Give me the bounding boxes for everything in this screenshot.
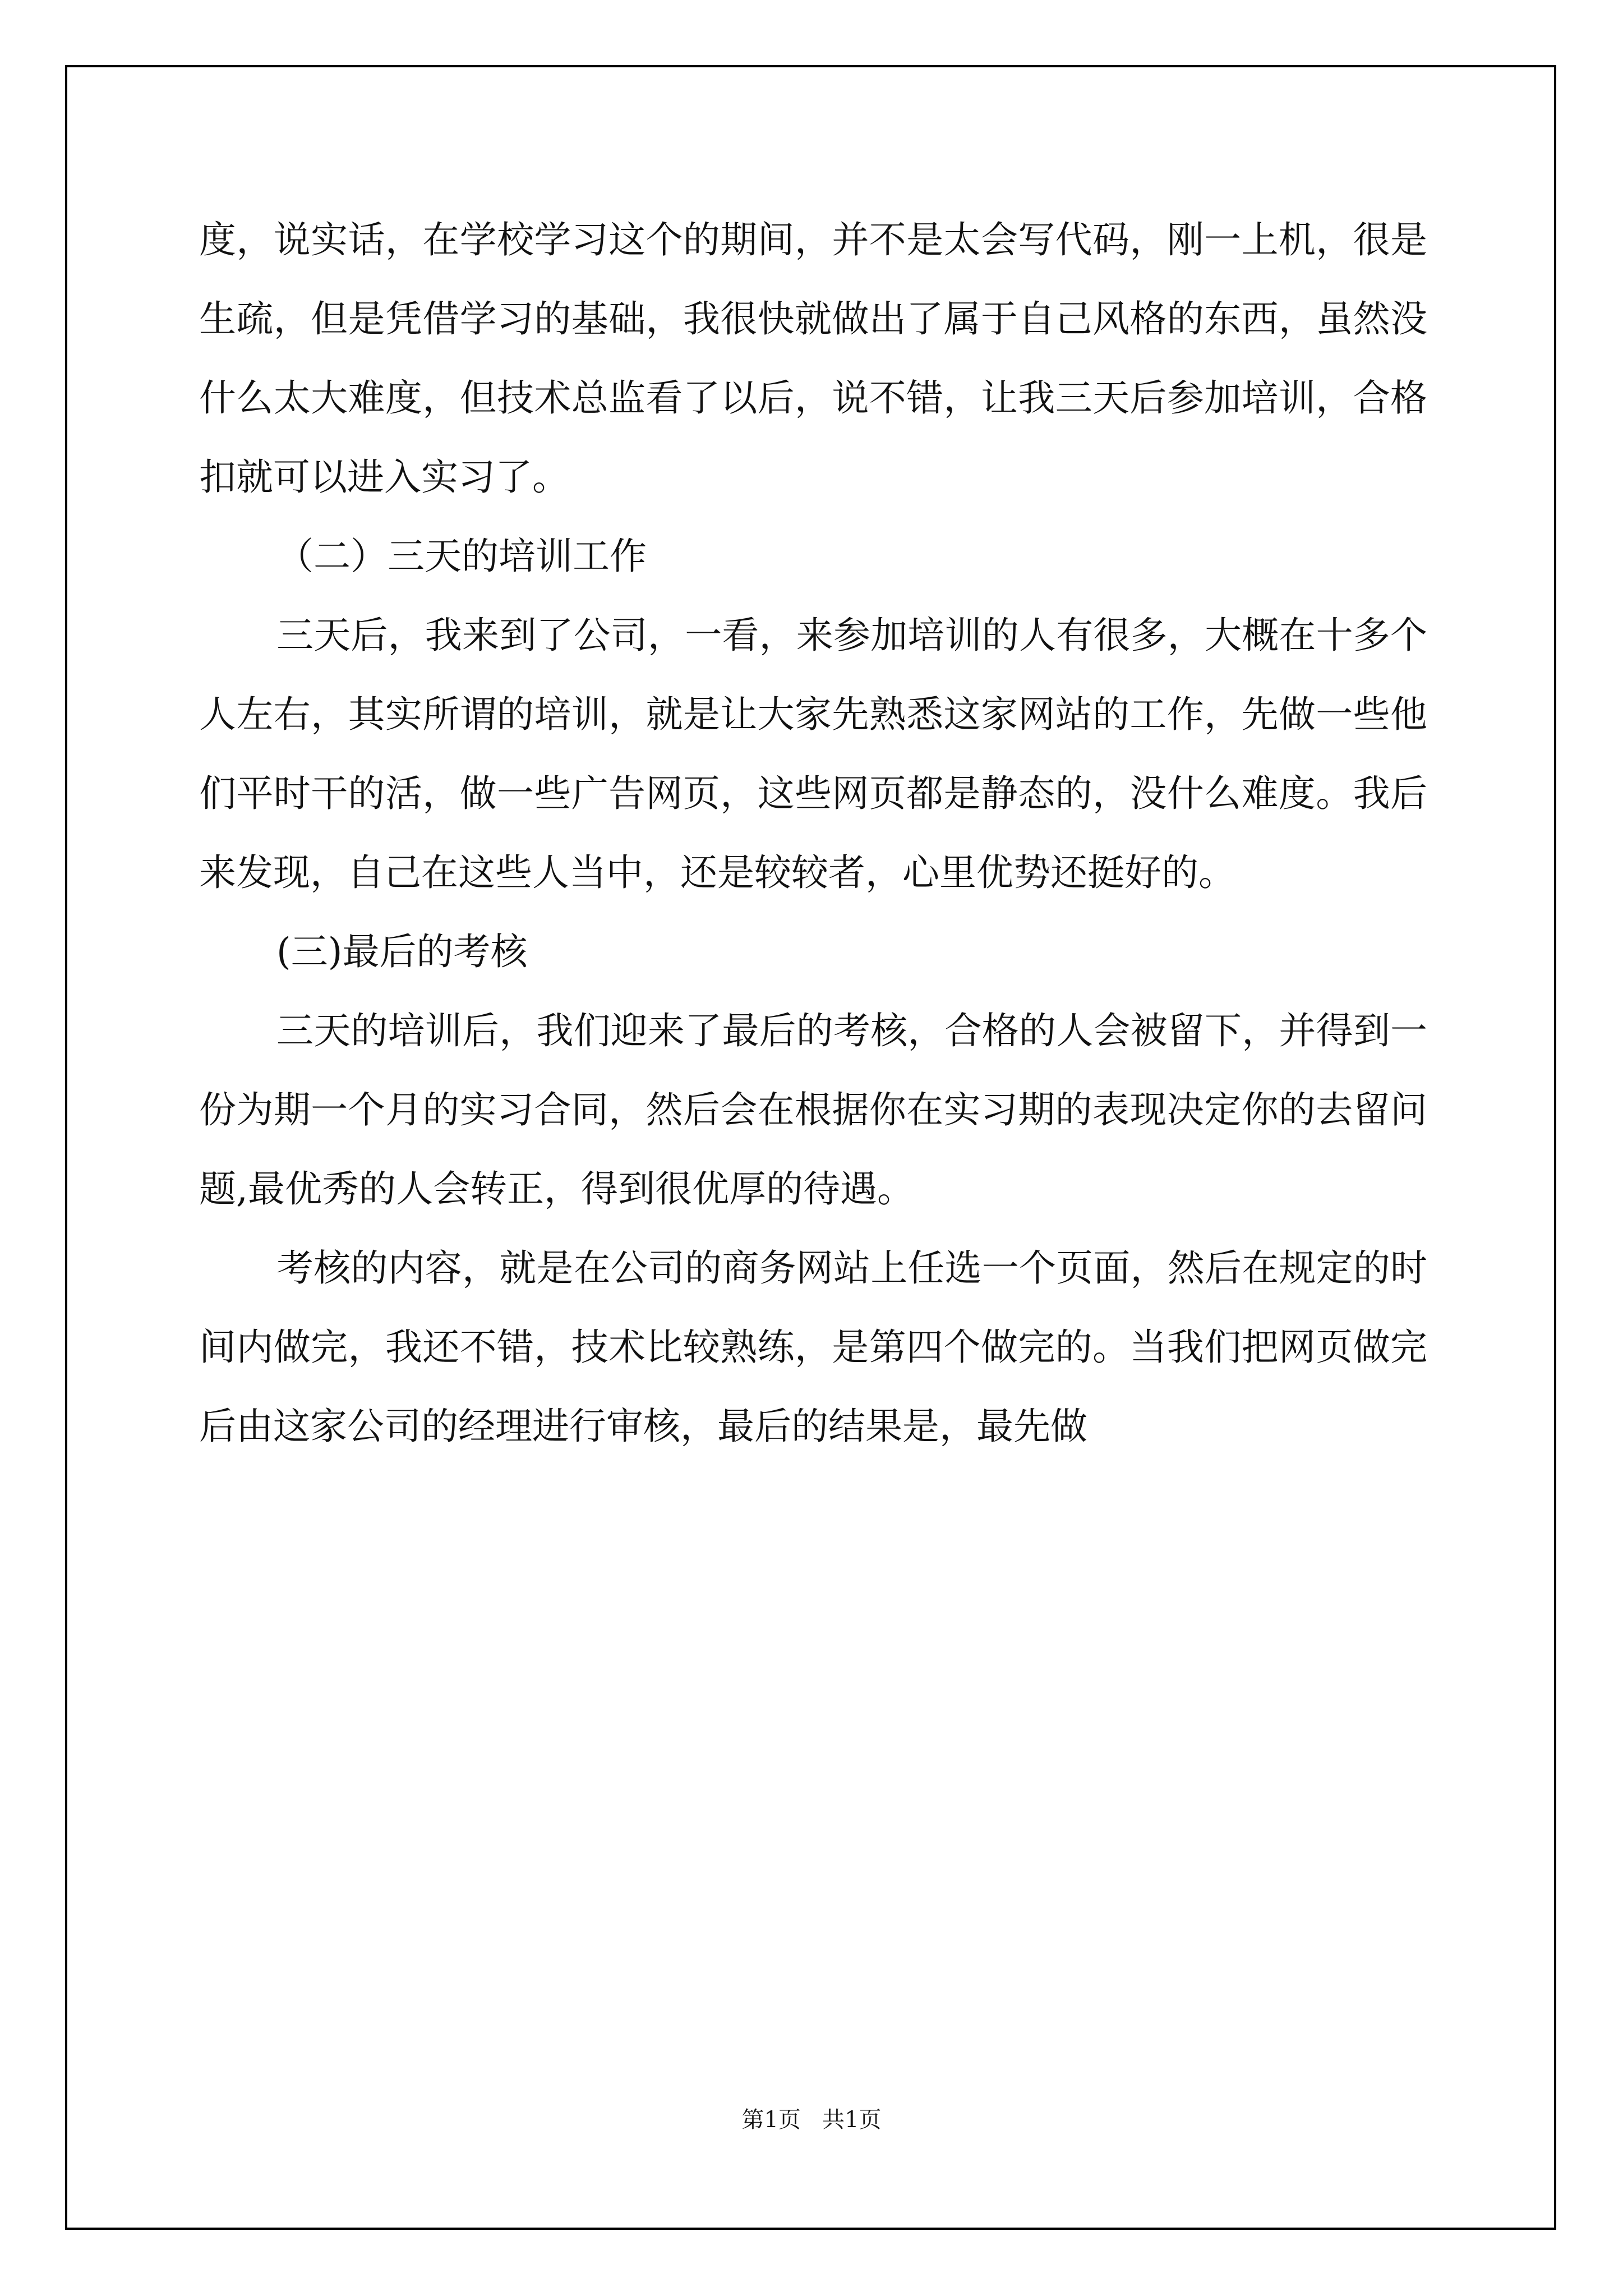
page-footer [0,2106,1623,2134]
paragraph-assessment-content: 考核的内容，就是在公司的商务网站上任选一个页面，然后在规定的时间内做完，我还不错，技术比较熟练，是第四个做完的。当我们把网页做完后由这家公司的经理进行审核，最后的结果是，最先做 [199,1246,1427,1448]
paragraph-training: 三天后，我来到了公司，一看，来参加培训的人有很多，大概在十多个人左右，其实所谓的培训，就是让大家先熟悉这家网站的工作，先做一些他们平时干的活，做一些广告网页，这些网页都是静态的，没什么难度。我后来发现，自己在这些人当中，还是较较者，心里优势还挺好的。 [199,614,1427,894]
section-heading-2: （二）三天的培训工作 [276,535,647,578]
document-body [199,200,1427,1466]
paragraph-continuation: 度，说实话，在学校学习这个的期间，并不是太会写代码，刚一上机，很是生疏，但是凭借学习的基础，我很快就做出了属于自己风格的东西，虽然没什么太大难度，但技术总监看了以后，说不错，让我三天后参加培训，合格扣就可以进入实习了。 [199,218,1427,499]
page-number: 第1页 共1页 [741,2107,882,2133]
paragraph-assessment: 三天的培训后，我们迎来了最后的考核，合格的人会被留下，并得到一份为期一个月的实习合同，然后会在根据你在实习期的表现决定你的去留问题,最优秀的人会转正，得到很优厚的待遇。 [199,1009,1427,1211]
section-heading-3: (三)最后的考核 [276,930,528,973]
